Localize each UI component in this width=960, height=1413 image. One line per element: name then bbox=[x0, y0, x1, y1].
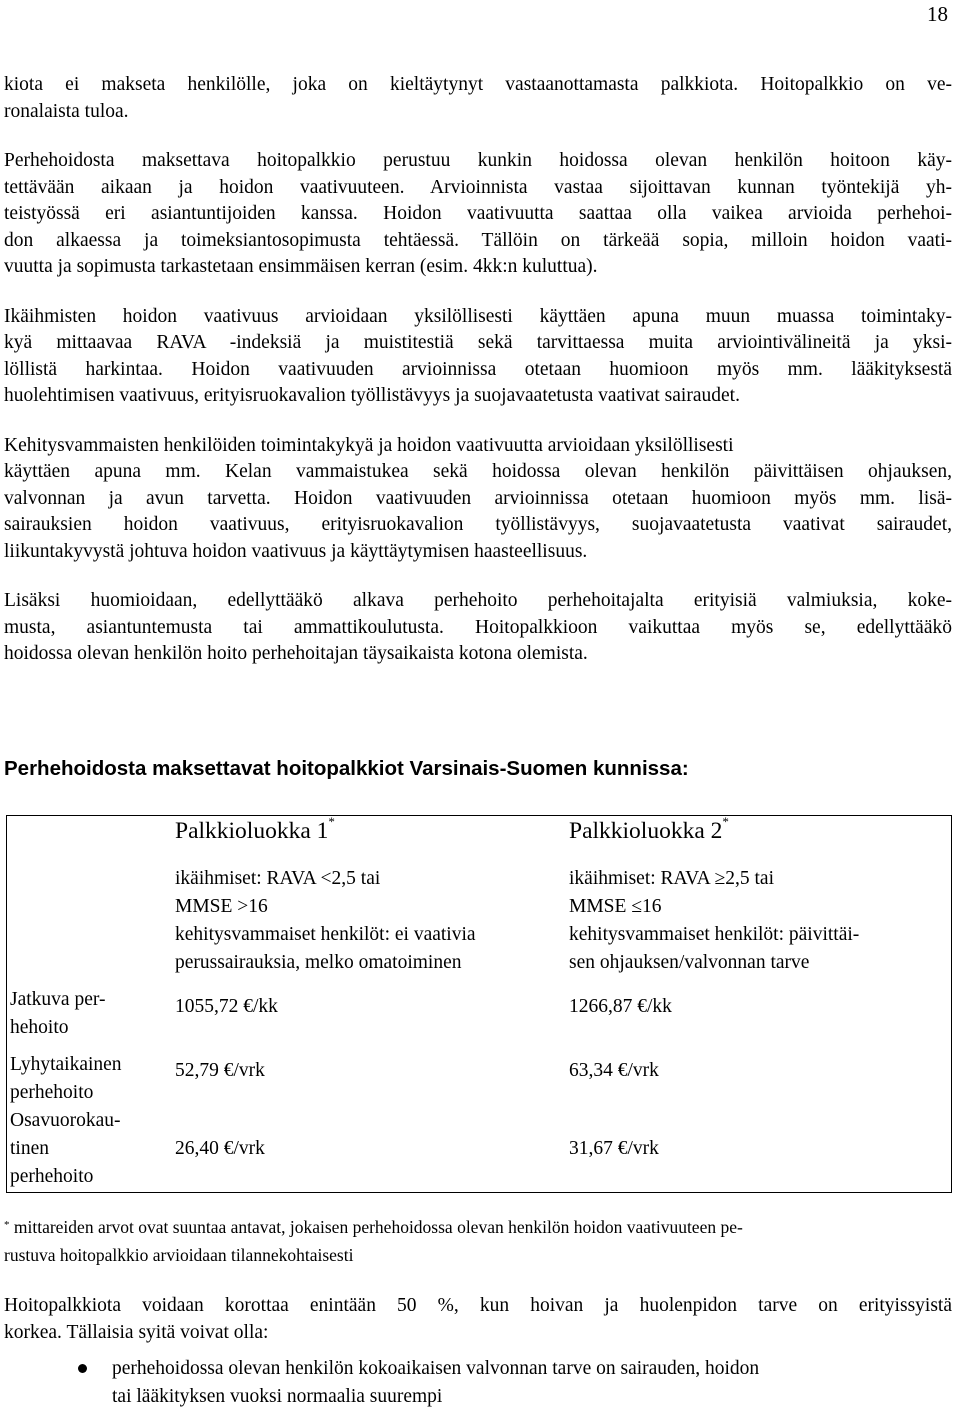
row-label-short-term bbox=[10, 1051, 122, 1107]
row-label-line: Osavuorokau- bbox=[10, 1110, 121, 1131]
body-text bbox=[4, 72, 952, 668]
row-label-line: perhehoito bbox=[10, 1166, 94, 1187]
text-line: Perhehoidosta maksettava hoitopalkkio perustuu kunkin hoidossa olevan henkilön hoitoon käy- bbox=[4, 150, 952, 171]
text-line: Lisäksi huomioidaan, edellyttääkö alkava perhehoito perhehoitajalta erityisiä valmiuksia, koke- bbox=[4, 590, 952, 611]
criteria-line: ikäihmiset: RAVA <2,5 tai bbox=[175, 868, 381, 889]
paragraph bbox=[4, 1293, 952, 1346]
text-line: kiota ei makseta henkilölle, joka on kieltäytynyt vastaanottamasta palkkiota. Hoitopalkkio on ve- bbox=[4, 74, 952, 95]
row-label-line: perhehoito bbox=[10, 1082, 94, 1103]
text-line: valvonnan ja avun tarvetta. Hoidon vaativuuden arvioinnissa otetaan huomioon myös mm. lisä- bbox=[4, 487, 952, 509]
fee-class-1-continuous: 1055,72 €/kk bbox=[175, 996, 278, 1017]
text-line: don alkaessa ja toimeksiantosopimusta tehtäessä. Tällöin on tärkeää sopia, milloin hoidon vaati- bbox=[4, 229, 952, 251]
bullet-text: perhehoidossa olevan henkilön kokoaikaisen valvonnan tarve on sairauden, hoidon bbox=[112, 1358, 760, 1379]
text-line: vuutta ja sopimusta tarkastetaan ensimmäisen kerran (esim. 4kk:n kuluttua). bbox=[4, 256, 598, 277]
bullet-text: tai lääkityksen vuoksi normaalia suurempi bbox=[112, 1386, 443, 1407]
text-line: löllistä harkintaa. Hoidon vaativuuden arvioinnissa otetaan huomioon myös mm. lääkityksestä bbox=[4, 358, 952, 380]
bullet-icon bbox=[78, 1364, 87, 1373]
text-line: kyä mittaavaa RAVA -indeksiä ja muistitestiä sekä tarvittaessa muita arviointivälineitä ja yksi- bbox=[4, 332, 952, 353]
criteria-class-2 bbox=[569, 865, 859, 977]
footnote-marker: * bbox=[722, 814, 729, 829]
criteria-line: MMSE >16 bbox=[175, 896, 268, 917]
criteria-class-1 bbox=[175, 865, 476, 977]
row-label-line: Lyhytaikainen bbox=[10, 1054, 122, 1075]
bullet-list bbox=[4, 1355, 952, 1411]
text-line: hoidossa olevan henkilön hoito perhehoitajan täysaikaista kotona olemista. bbox=[4, 643, 588, 664]
fee-class-2-continuous: 1266,87 €/kk bbox=[569, 996, 672, 1017]
text-line: käyttäen apuna mm. Kelan vammaistukea sekä hoidossa olevan henkilön päivittäisen ohjauksen, bbox=[4, 461, 952, 482]
column-title: Palkkioluokka 2 bbox=[569, 818, 723, 844]
row-label-part-day bbox=[10, 1107, 120, 1191]
column-header-class-2 bbox=[569, 814, 729, 845]
criteria-line: kehitysvammaiset henkilöt: ei vaativia bbox=[175, 924, 476, 945]
criteria-line: perussairauksia, melko omatoiminen bbox=[175, 952, 462, 973]
text-line: huolehtimisen vaativuus, erityisruokavalion työllistävyys ja suojavaatetusta vaativat sairaudet. bbox=[4, 385, 740, 406]
footnote-text: mittareiden arvot ovat suuntaa antavat, jokaisen perhehoidossa olevan henkilön hoidon vaativuuteen pe- bbox=[13, 1217, 743, 1237]
footnote-marker: * bbox=[4, 1219, 10, 1231]
column-header-class-1 bbox=[175, 814, 335, 845]
fee-class-2-part-day: 31,67 €/vrk bbox=[569, 1138, 659, 1159]
paragraph bbox=[4, 588, 952, 668]
row-label-line: Jatkuva per- bbox=[10, 989, 106, 1010]
text-line: liikuntakyvystä johtuva hoidon vaativuus ja käyttäytymisen haasteellisuus. bbox=[4, 540, 588, 562]
row-label-line: hehoito bbox=[10, 1017, 69, 1038]
paragraph bbox=[4, 304, 952, 410]
page-number: 18 bbox=[927, 2, 948, 26]
criteria-line: MMSE ≤16 bbox=[569, 896, 662, 917]
footnote-text: rustuva hoitopalkkio arvioidaan tilannekohtaisesti bbox=[4, 1245, 354, 1265]
row-label-line: tinen bbox=[10, 1138, 49, 1159]
row-label-continuous bbox=[10, 986, 105, 1042]
text-line: sairauksien hoidon vaativuus, erityisruokavalion työllistävyys, suojavaatetusta vaativat sairaudet, bbox=[4, 514, 952, 535]
text-line: tettävään aikaan ja hoidon vaativuuteen. Arvioinnista vastaa sijoittavan kunnan työntekijä yh- bbox=[4, 176, 952, 198]
section-heading: Perhehoidosta maksettavat hoitopalkkiot Varsinais-Suomen kunnissa: bbox=[4, 757, 689, 780]
text-line: korkea. Tällaisia syitä voivat olla: bbox=[4, 1321, 269, 1343]
footnote-marker: * bbox=[328, 814, 335, 829]
fee-table bbox=[6, 815, 952, 1193]
text-line: Kehitysvammaisten henkilöiden toimintakykyä ja hoidon vaativuutta arvioidaan yksilöllisesti bbox=[4, 434, 734, 456]
criteria-line: sen ohjauksen/valvonnan tarve bbox=[569, 952, 810, 973]
text-line: Ikäihmisten hoidon vaativuus arvioidaan yksilöllisesti käyttäen apuna muun muassa toimintaky- bbox=[4, 305, 952, 327]
text-line: teistyössä eri asiantuntijoiden kanssa. Hoidon vaativuutta saattaa olla vaikea arvioida perhehoi- bbox=[4, 203, 952, 224]
criteria-line: kehitysvammaiset henkilöt: päivittäi- bbox=[569, 924, 860, 945]
text-line: musta, asiantuntemusta tai ammattikoulutusta. Hoitopalkkioon vaikuttaa myös se, edellyttääkö bbox=[4, 616, 952, 638]
criteria-line: ikäihmiset: RAVA ≥2,5 tai bbox=[569, 868, 774, 889]
fee-class-1-part-day: 26,40 €/vrk bbox=[175, 1138, 265, 1159]
paragraph bbox=[4, 72, 952, 125]
bullet-item bbox=[4, 1355, 952, 1411]
text-line: Hoitopalkkiota voidaan korottaa enintään 50 %, kun hoivan ja huolenpidon tarve on erityissyistä bbox=[4, 1295, 952, 1316]
column-title: Palkkioluokka 1 bbox=[175, 818, 329, 844]
fee-class-1-short-term: 52,79 €/vrk bbox=[175, 1060, 265, 1081]
paragraph bbox=[4, 148, 952, 281]
fee-class-2-short-term: 63,34 €/vrk bbox=[569, 1060, 659, 1081]
paragraph bbox=[4, 433, 952, 566]
text-line: ronalaista tuloa. bbox=[4, 100, 129, 122]
footnote bbox=[4, 1213, 952, 1269]
